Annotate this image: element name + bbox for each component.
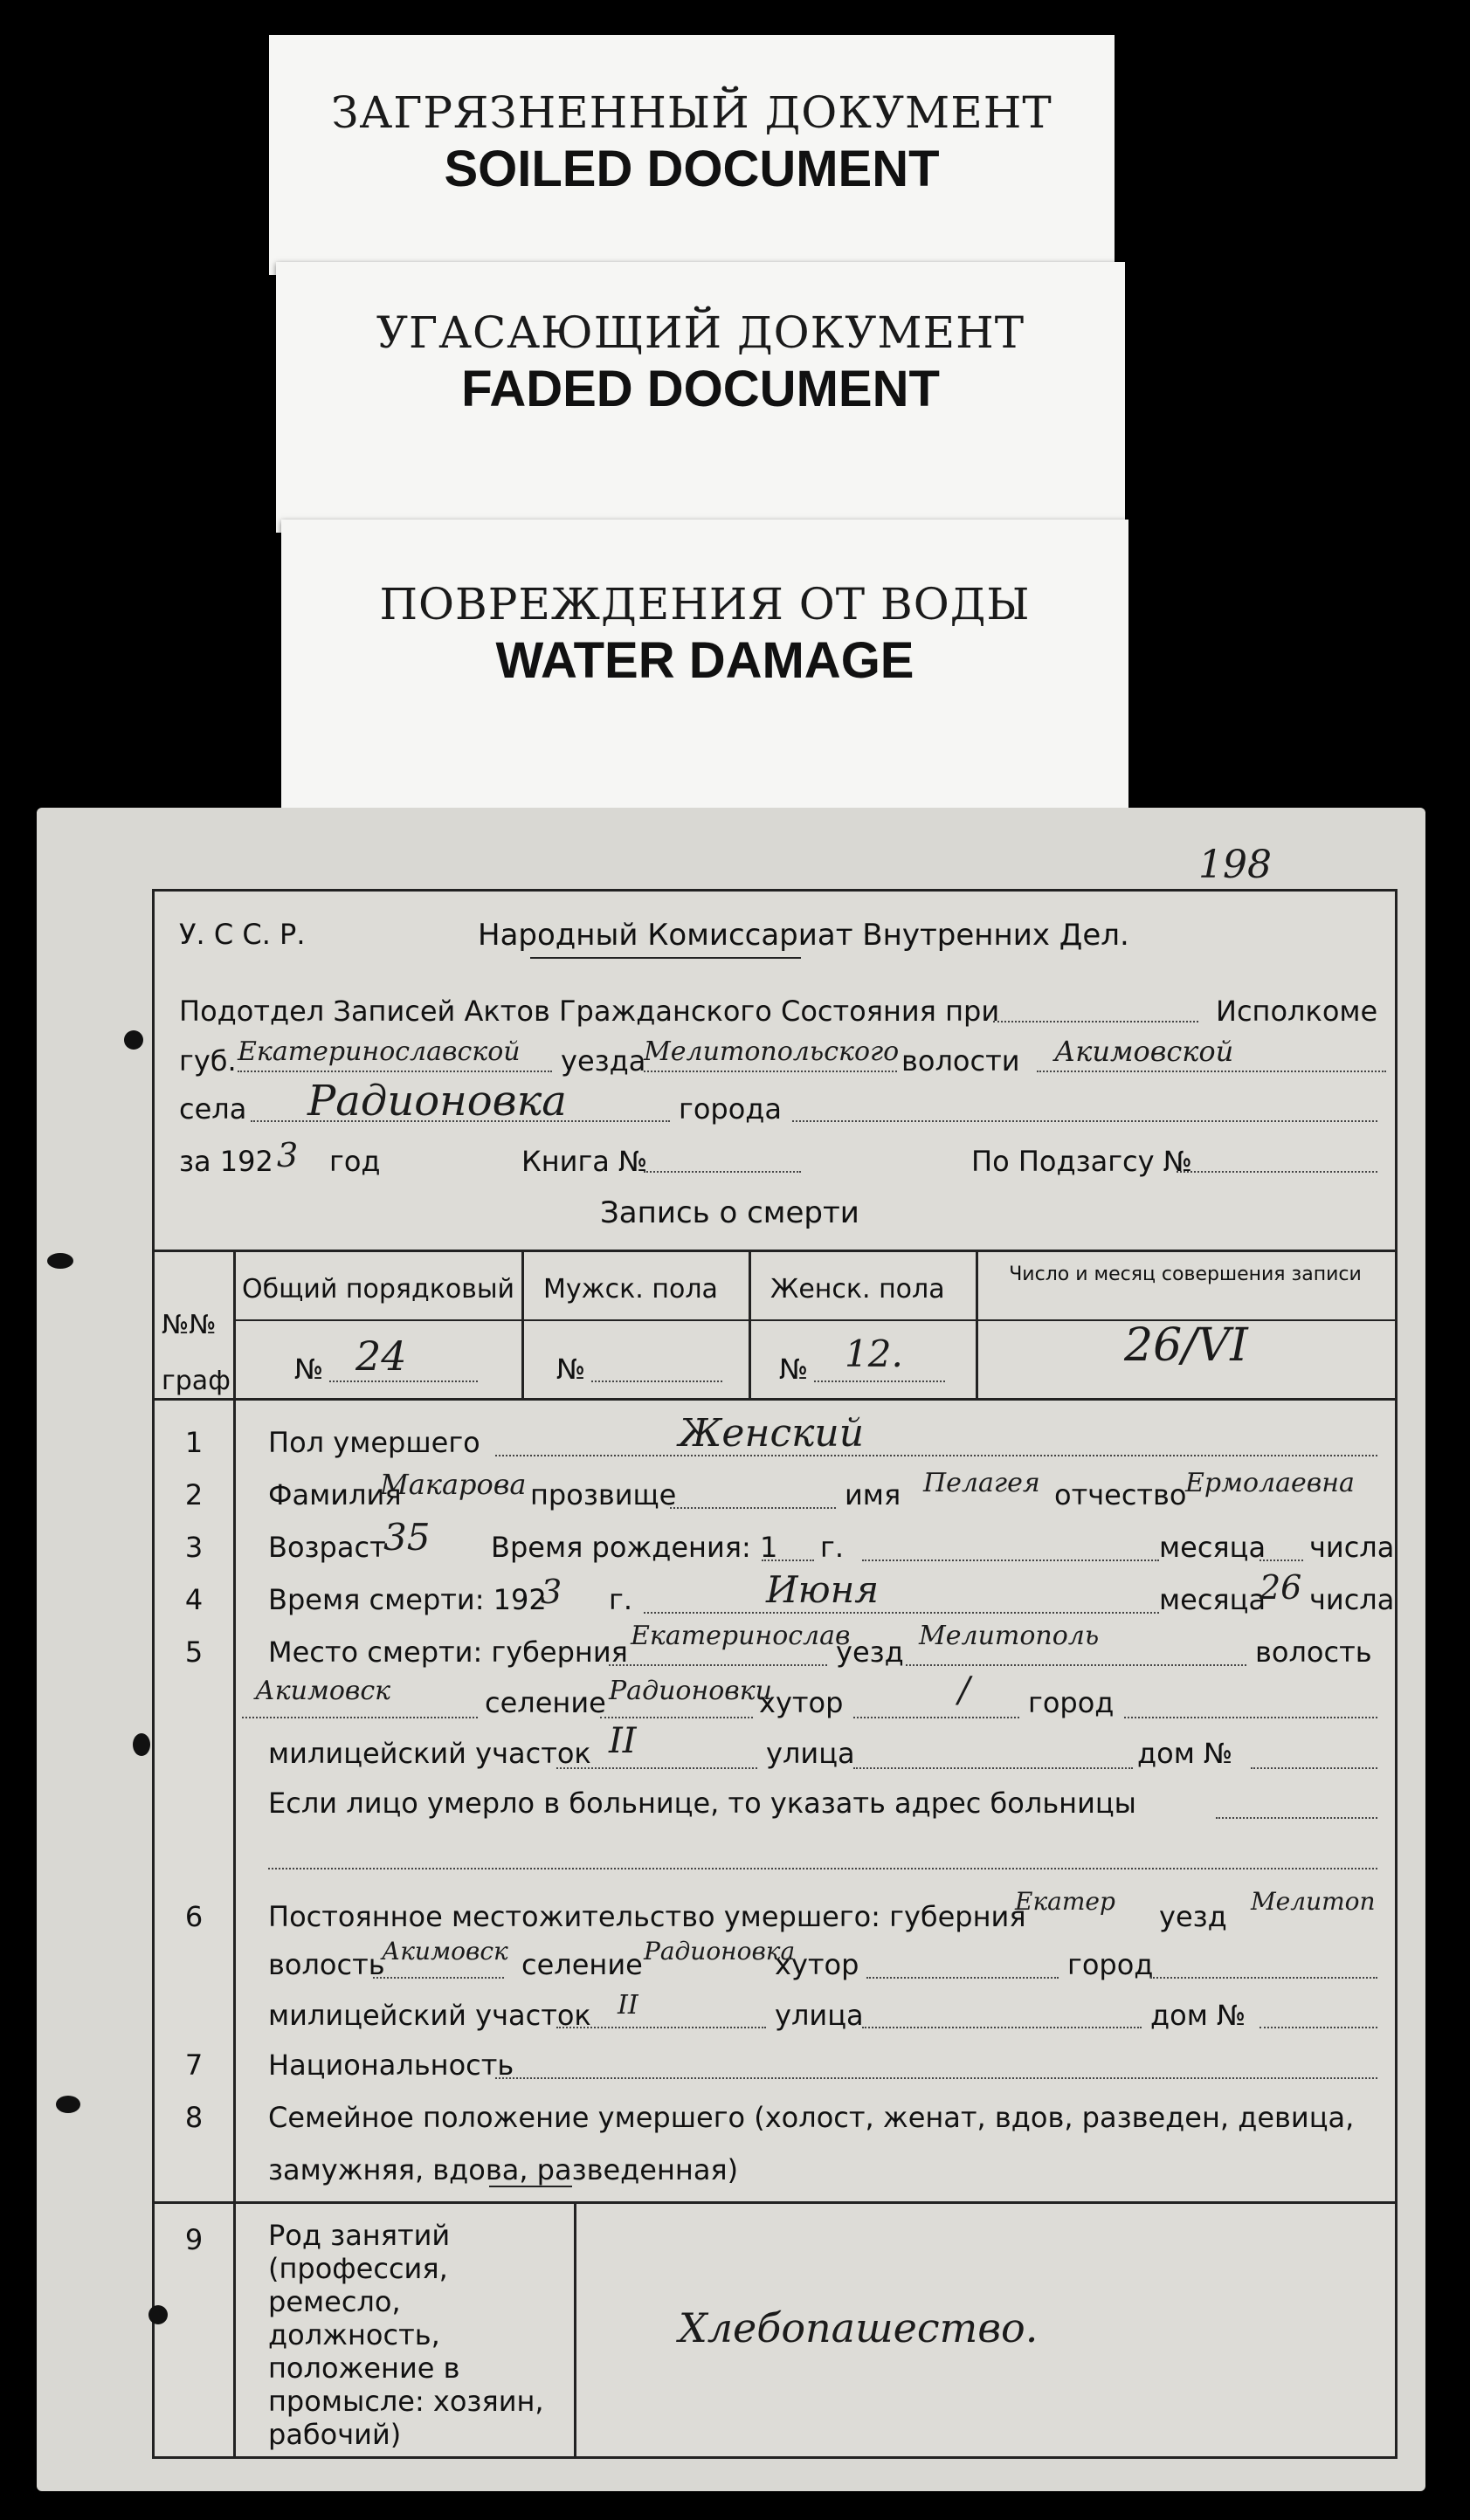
faded-ru-text: УГАСАЮЩИЙ ДОКУМЕНТ — [376, 307, 1025, 358]
general-no-header: Общий порядковый — [242, 1274, 515, 1305]
row-9-number: 9 — [184, 2223, 204, 2256]
kniga-label: Книга № — [521, 1145, 648, 1178]
row-6-number: 6 — [184, 1900, 204, 1933]
selo-value: Радионовка — [307, 1077, 567, 1126]
goroda-label: города — [679, 1092, 783, 1126]
general-no-sign: № — [294, 1353, 324, 1386]
row-6-gorod-label: город — [1067, 1948, 1154, 1981]
row-5-ulitsa-label: улица — [766, 1737, 855, 1770]
row-4-day-value: 26 — [1260, 1568, 1302, 1607]
ispolkom-text: Исполкоме — [1216, 995, 1378, 1028]
row-6-volost-value: Акимовск — [382, 1937, 508, 1966]
row-2-imya-value: Пелагея — [923, 1468, 1040, 1498]
row-2-otchestvo-value: Ермолаевна — [1185, 1468, 1355, 1498]
record-frame — [152, 889, 1398, 2459]
row-4-death-label: Время смерти: 192 — [268, 1583, 547, 1616]
row-5-selenie-value: Радионовки — [609, 1676, 772, 1706]
binder-hole — [56, 2096, 80, 2113]
row-6-residence-label: Постоянное местожительство умершего: губерния — [268, 1900, 1026, 1933]
row-5-militsia-value: II — [609, 1721, 637, 1761]
date-record-header: Число и месяц совершения записи — [1009, 1263, 1362, 1285]
row-3-birth-label: Время рождения: 1 — [491, 1531, 778, 1564]
year-prefix: за 192 — [179, 1145, 273, 1178]
general-no-value: 24 — [355, 1332, 407, 1380]
row-5-hospital-label: Если лицо умерло в больнице, то указать адрес больницы — [268, 1787, 1136, 1820]
graf-header: №№ граф — [162, 1310, 231, 1396]
row-6-volost-label: волость — [268, 1948, 385, 1981]
row-2-otchestvo-label: отчество — [1054, 1478, 1187, 1511]
row-7-label: Национальность — [268, 2048, 514, 2082]
row-4-chisla-label: числа — [1309, 1583, 1395, 1616]
record-title: Запись о смерти — [600, 1195, 859, 1230]
row-1-value: Женский — [679, 1411, 865, 1456]
year-digit: 3 — [277, 1136, 299, 1174]
row-8-label-2: замужняя, вдова, разведенная) — [268, 2153, 739, 2186]
row-2-number: 2 — [184, 1478, 204, 1511]
binder-hole — [124, 1030, 143, 1050]
volost-value: Акимовской — [1054, 1035, 1234, 1068]
faded-document-label — [276, 262, 1125, 533]
row-3-mesyaca-label: месяца — [1159, 1531, 1266, 1564]
row-8-number: 8 — [184, 2101, 204, 2134]
row-6-hutor-label: хутор — [775, 1948, 859, 1981]
subdept-text: Подотдел Записей Актов Гражданского Состояния при — [179, 995, 1000, 1028]
water-en-text: WATER DAMAGE — [495, 632, 914, 689]
row-6-militsia-value: II — [618, 1990, 638, 2021]
row-6-uezd-value: Мелитоп — [1251, 1887, 1376, 1916]
row-6-ulitsa-label: улица — [775, 1999, 864, 2032]
ussr-text: У. С С. Р. — [179, 918, 306, 951]
row-5-militsia-label: милицейский участок — [268, 1737, 591, 1770]
water-damage-label — [281, 520, 1128, 808]
row-5-selenie-label: селение — [485, 1686, 606, 1719]
row-4-year-digit: 3 — [541, 1573, 562, 1611]
gub-label: губ. — [179, 1044, 237, 1078]
row-6-uezd-label: уезд — [1159, 1900, 1227, 1933]
row-5-gorod-label: город — [1028, 1686, 1115, 1719]
year-suffix: год — [329, 1145, 381, 1178]
soiled-ru-text: ЗАГРЯЗНЕННЫЙ ДОКУМЕНТ — [331, 87, 1052, 138]
gub-value: Екатеринославской — [238, 1036, 521, 1067]
row-6-militsia-label: милицейский участок — [268, 1999, 591, 2032]
row-4-month-value: Июня — [766, 1568, 880, 1611]
row-3-vozrast-label: Возраст — [268, 1531, 386, 1564]
row-5-number: 5 — [184, 1635, 204, 1669]
uezd-value: Мелитопольского — [644, 1036, 900, 1067]
soiled-document-label — [269, 35, 1115, 275]
row-9-label: Род занятий (профессия, ремесло, должность, положение в промысле: хозяин, рабочий) — [268, 2219, 544, 2451]
row-8-label: Семейное положение умершего (холост, женат, вдов, разведен, девица, — [268, 2101, 1355, 2134]
podzagsu-label: По Подзагсу № — [971, 1145, 1192, 1178]
row-9-value: Хлебопашество. — [679, 2304, 1039, 2351]
row-6-selenie-value: Радионовка — [644, 1937, 796, 1966]
row-5-dom-label: дом № — [1137, 1737, 1233, 1770]
soiled-en-text: SOILED DOCUMENT — [444, 141, 940, 197]
female-no-sign: № — [779, 1353, 809, 1386]
row-2-familia-label: Фамилия — [268, 1478, 402, 1511]
row-3-g-label: г. — [820, 1531, 844, 1564]
row-5-uezd-label: уезд — [836, 1635, 904, 1669]
row-5-volost-value: Акимовск — [255, 1676, 391, 1706]
page-number: 198 — [1198, 843, 1272, 887]
male-header: Мужск. пола — [543, 1274, 718, 1305]
row-5-place-label: Место смерти: губерния — [268, 1635, 628, 1669]
row-5-hutor-label: хутор — [759, 1686, 844, 1719]
binder-hole — [133, 1733, 150, 1756]
commissariat-text: Народный Комиссариат Внутренних Дел. — [478, 918, 1129, 953]
row-5-volost-label: волость — [1255, 1635, 1372, 1669]
date-record-value: 26/VI — [1124, 1319, 1248, 1372]
male-no-sign: № — [556, 1353, 586, 1386]
row-3-vozrast-value: 35 — [383, 1516, 431, 1559]
row-1-label: Пол умершего — [268, 1426, 480, 1459]
female-header: Женск. пола — [770, 1274, 945, 1305]
row-3-number: 3 — [184, 1531, 204, 1564]
row-1-number: 1 — [184, 1426, 204, 1459]
row-3-chisla-label: числа — [1309, 1531, 1395, 1564]
selo-label: села — [179, 1092, 247, 1126]
row-6-selenie-label: селение — [521, 1948, 643, 1981]
row-4-number: 4 — [184, 1583, 204, 1616]
binder-hole — [148, 2305, 168, 2324]
row-2-prozvische-label: прозвище — [530, 1478, 677, 1511]
volost-label: волости — [901, 1044, 1020, 1078]
row-6-gub-value: Екатер — [1015, 1887, 1115, 1916]
row-4-mesyaca-label: месяца — [1159, 1583, 1266, 1616]
female-no-value: 12. — [845, 1332, 903, 1375]
row-7-number: 7 — [184, 2048, 204, 2082]
row-6-dom-label: дом № — [1150, 1999, 1246, 2032]
faded-en-text: FADED DOCUMENT — [461, 361, 940, 417]
row-5-uezd-value: Мелитополь — [919, 1621, 1100, 1651]
death-record-sheet — [37, 808, 1425, 2491]
water-ru-text: ПОВРЕЖДЕНИЯ ОТ ВОДЫ — [379, 579, 1031, 630]
row-2-familia-value: Макарова — [380, 1468, 527, 1501]
row-5-gub-value: Екатеринослав — [631, 1621, 851, 1651]
row-4-g-label: г. — [609, 1583, 632, 1616]
uezd-label: уезда — [561, 1044, 646, 1078]
row-5-hutor-value: / — [958, 1670, 970, 1711]
binder-hole — [47, 1253, 73, 1269]
row-2-imya-label: имя — [845, 1478, 901, 1511]
